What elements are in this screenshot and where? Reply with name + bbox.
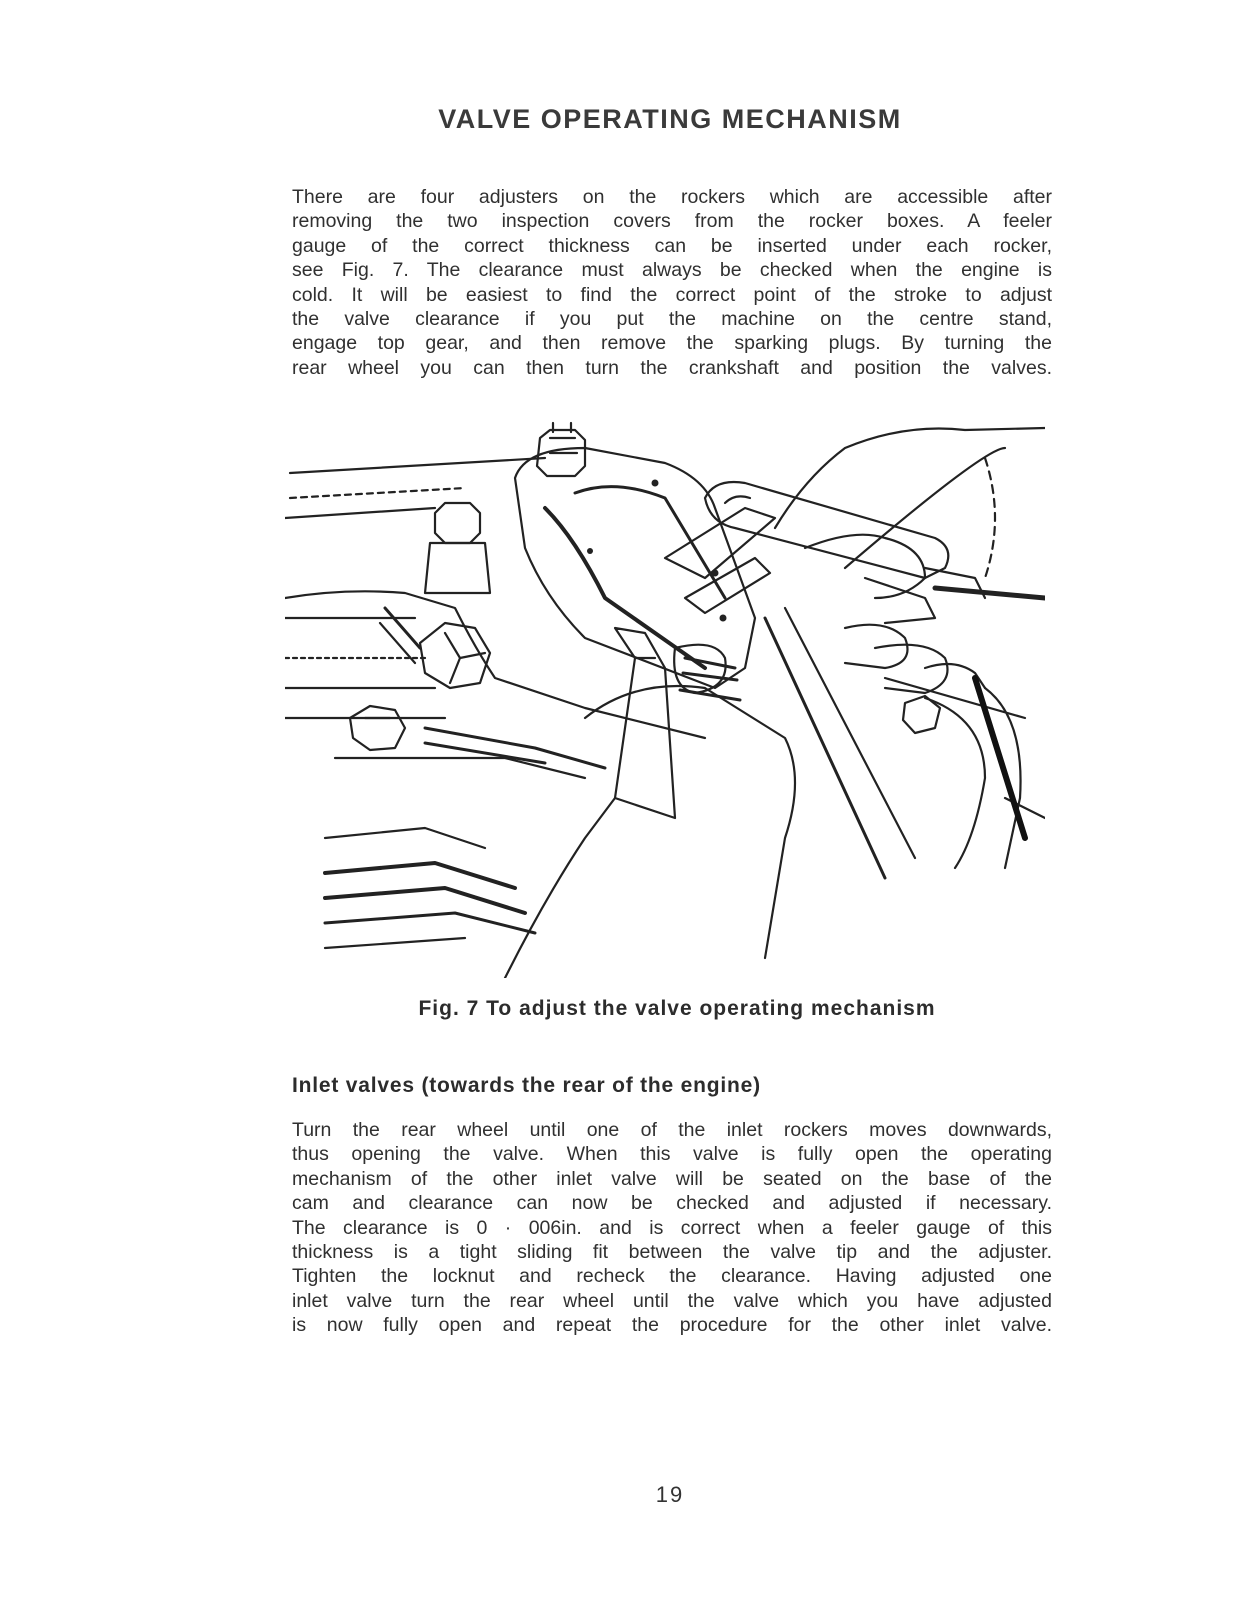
intro-paragraph	[292, 185, 1052, 380]
body-line: mechanism of the other inlet valve will be seated on the base of the	[292, 1167, 1052, 1190]
figure-7-illustration	[285, 418, 1045, 978]
body-line: is now fully open and repeat the procedure for the other inlet valve.	[292, 1314, 1052, 1337]
intro-line: removing the two inspection covers from the rocker boxes. A feeler	[292, 210, 1052, 233]
section-subheading: Inlet valves (towards the rear of the engine)	[292, 1074, 761, 1097]
intro-line: There are four adjusters on the rockers which are accessible after	[292, 186, 1052, 208]
inlet-valves-paragraph	[292, 1118, 1052, 1338]
page-title: VALVE OPERATING MECHANISM	[438, 104, 902, 134]
intro-line: cold. It will be easiest to find the correct point of the stroke to adjust	[292, 283, 1052, 306]
body-line: thickness is a tight sliding fit between the valve tip and the adjuster.	[292, 1241, 1052, 1264]
body-line: The clearance is 0 · 006in. and is correct when a feeler gauge of this	[292, 1216, 1052, 1239]
intro-line: see Fig. 7. The clearance must always be checked when the engine is	[292, 259, 1052, 282]
page-number: 19	[655, 1482, 685, 1507]
body-line: Tighten the locknut and recheck the clearance. Having adjusted one	[292, 1265, 1052, 1288]
body-line: cam and clearance can now be checked and adjusted if necessary.	[292, 1192, 1052, 1215]
figure-caption: Fig. 7 To adjust the valve operating mechanism	[418, 997, 936, 1020]
intro-line: the valve clearance if you put the machine on the centre stand,	[292, 308, 1052, 331]
body-line: inlet valve turn the rear wheel until the valve which you have adjusted	[292, 1289, 1052, 1312]
valve-mechanism-drawing	[285, 418, 1045, 978]
intro-line: engage top gear, and then remove the sparking plugs. By turning the	[292, 332, 1052, 355]
body-line: Turn the rear wheel until one of the inlet rockers moves downwards,	[292, 1119, 1052, 1141]
intro-line: gauge of the correct thickness can be inserted under each rocker,	[292, 234, 1052, 257]
body-line: thus opening the valve. When this valve is fully open the operating	[292, 1143, 1052, 1166]
intro-line: rear wheel you can then turn the crankshaft and position the valves.	[292, 356, 1052, 379]
